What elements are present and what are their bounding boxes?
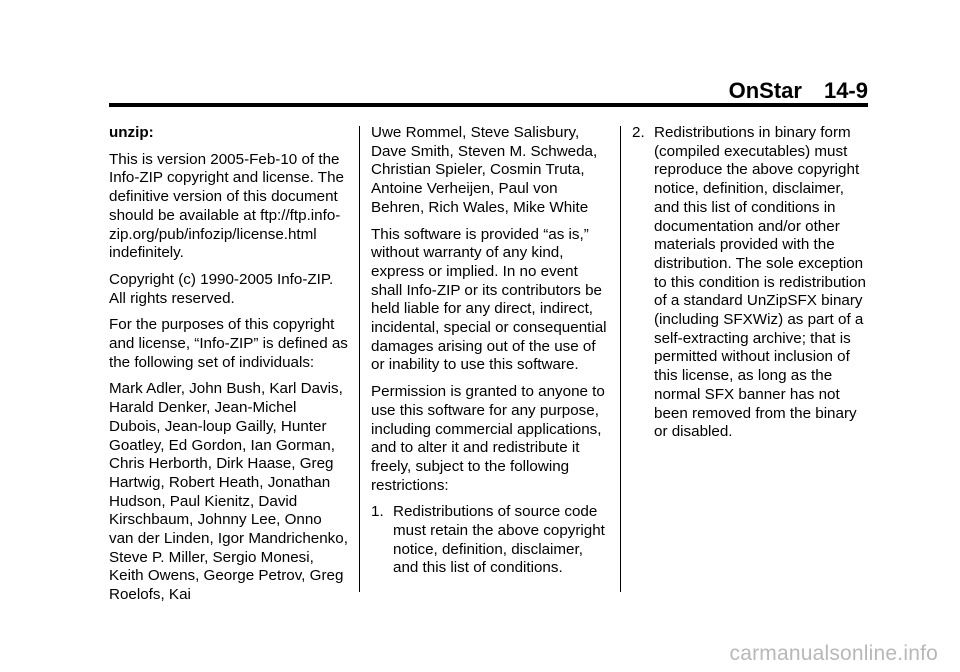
list-item bbox=[632, 124, 872, 442]
paragraph-individuals-cont: Uwe Rommel, Steve Salisbury, Dave Smith, Steven M. Schweda, Christian Spieler, Cosmin Truta, Antoine Verheijen, Paul von Behren, Rich Wales, Mike White bbox=[371, 124, 598, 216]
paragraph-version: This is version 2005-Feb-10 of the Info-ZIP copyright and license. The definitive version of this document should be available at ftp://ftp.info-zip.org/pub/infozip/license.html indefinitely. bbox=[109, 150, 344, 262]
column-2 bbox=[371, 124, 607, 586]
watermark: carmanualsonline.info bbox=[729, 642, 938, 665]
page-number: 14-9 bbox=[823, 78, 868, 103]
list-item bbox=[371, 503, 607, 578]
column-divider-1 bbox=[359, 126, 360, 592]
paragraph-individuals: Mark Adler, John Bush, Karl Davis, Harald Denker, Jean-Michel Dubois, Jean-loup Gailly, Hunter Goatley, Ed Gordon, Ian Gorman, Chris Herborth, Dirk Haase, Greg Hartwig, Robert Heath, Jonathan Hudson, Paul Kienitz, David Kirschbaum, Johnny Lee, Onno van der Linden, Igor Mandrichenko, Steve P. Miller, Sergio Monesi, Keith Owens, George Petrov, Greg Roelofs, Kai bbox=[109, 380, 348, 604]
column-3 bbox=[632, 124, 872, 450]
list-item-text: Redistributions of source code must retain the above copyright notice, definition, disclaimer, and this list of conditions. bbox=[393, 503, 605, 577]
paragraph-permission: Permission is granted to anyone to use this software for any purpose, including commercial applications, and to alter it and redistribute it freely, subject to the following restrictions: bbox=[371, 383, 605, 494]
list-item-number: 1. bbox=[371, 503, 384, 521]
page-header bbox=[729, 77, 868, 105]
paragraph-warranty: This software is provided “as is,” without warranty of any kind, express or implied. In no event shall Info-ZIP or its contributors be held liable for any direct, indirect, incidental, special or consequential damages arising out of the use of or inability to use this software. bbox=[371, 225, 607, 374]
section-heading: unzip: bbox=[109, 124, 154, 141]
column-1 bbox=[109, 124, 349, 613]
section-title: OnStar bbox=[728, 78, 802, 103]
header-rule bbox=[109, 103, 868, 107]
list-item-number: 2. bbox=[632, 124, 645, 141]
paragraph-definition: For the purposes of this copyright and license, “Info-ZIP” is defined as the following set of individuals: bbox=[109, 316, 348, 371]
list-item-text: Redistributions in binary form (compiled executables) must reproduce the above copyright notice, definition, disclaimer, and this list of conditions in documentation and/or other materials provided with the distribution. The sole exception to this condition is redistribution of a standard UnZipSFX binary (including SFXWiz) as part of a self-extracting archive; that is permitted without inclusion of this license, as long as the normal SFX banner has not been removed from the binary or disabled. bbox=[654, 124, 866, 441]
paragraph-copyright: Copyright (c) 1990-2005 Info-ZIP. All rights reserved. bbox=[109, 270, 334, 307]
column-divider-2 bbox=[620, 126, 621, 592]
